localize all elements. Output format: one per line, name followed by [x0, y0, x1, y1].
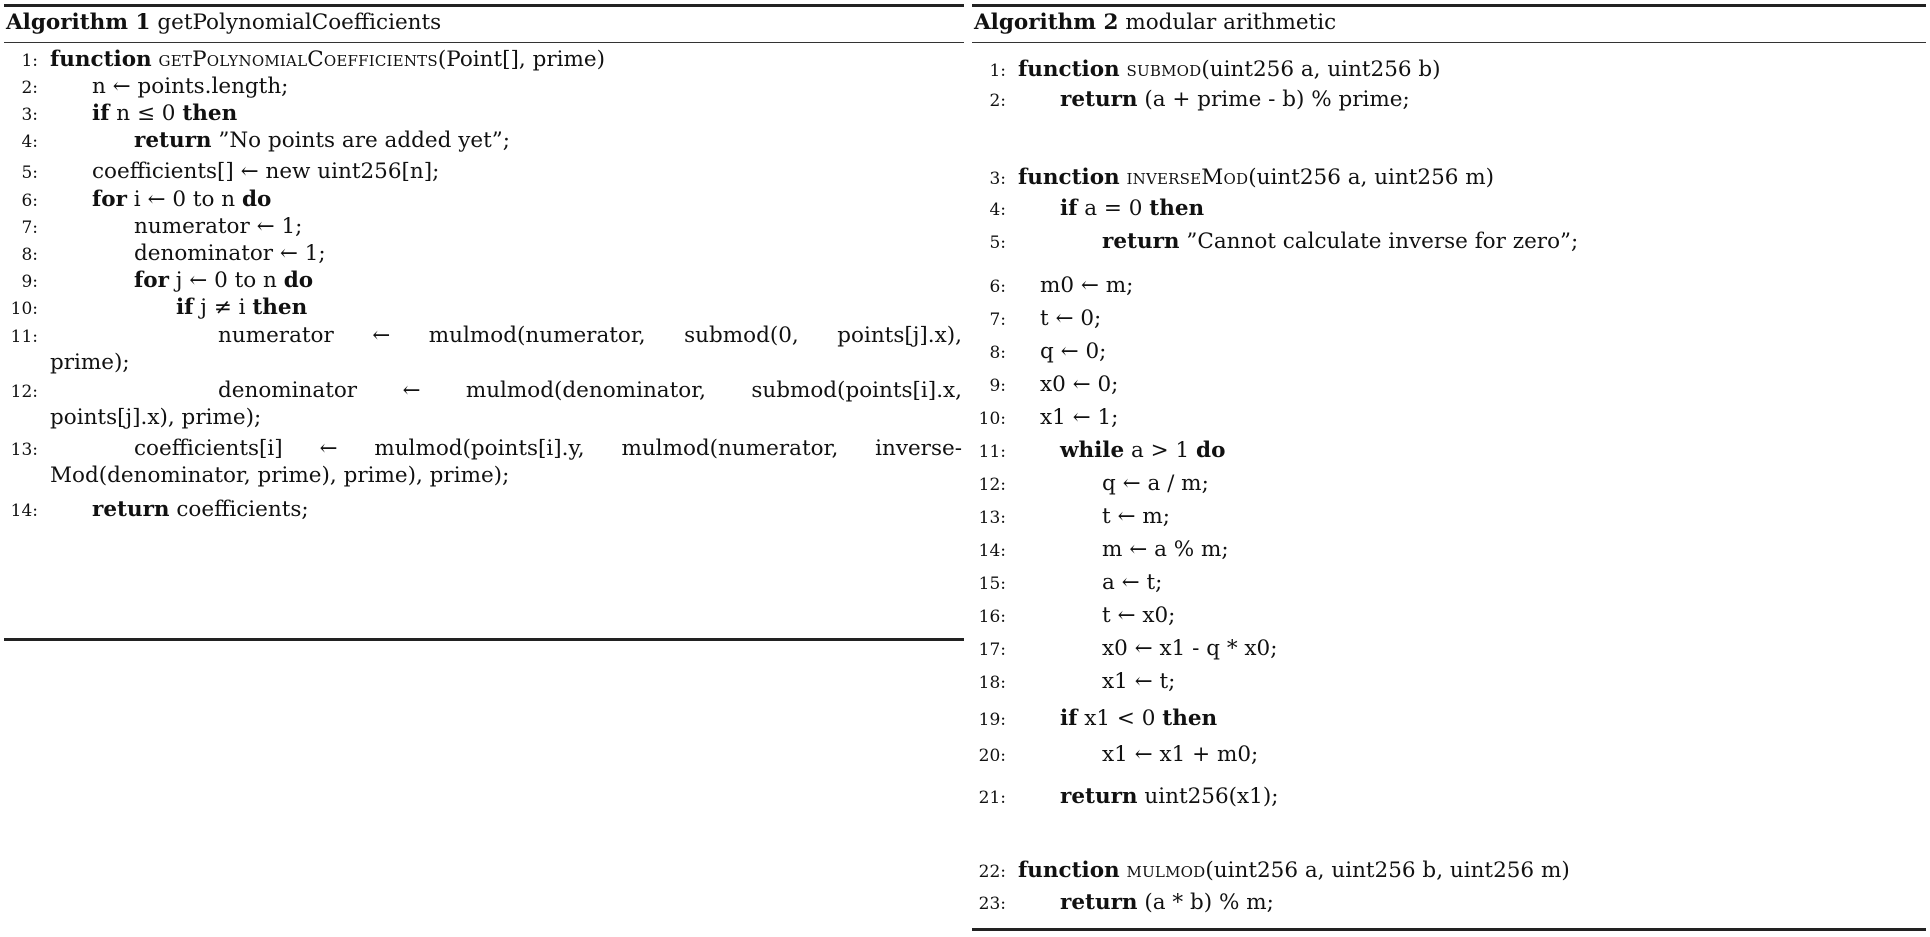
code-word: submod(0, [684, 323, 799, 348]
line-number: 9: [21, 272, 38, 292]
code-line-9 [972, 372, 1926, 400]
code-line-10 [972, 405, 1926, 433]
code-text: j ≠ i [200, 295, 246, 320]
code-text: x1 ← t; [1102, 669, 1176, 694]
keyword: return [1060, 784, 1138, 809]
code-text: a = 0 [1084, 196, 1143, 221]
code-text: Mod(denominator, prime), prime), prime); [50, 463, 510, 488]
code-line-3 [4, 101, 964, 129]
code-text: t ← m; [1102, 504, 1170, 529]
line-number: 1: [989, 61, 1006, 81]
code-text: i ← 0 to n [133, 187, 236, 212]
code-line-14 [4, 497, 964, 525]
line-number: 9: [989, 376, 1006, 396]
code-word: ← [319, 436, 338, 461]
code-text: a ← t; [1102, 570, 1163, 595]
keyword: while [1060, 438, 1125, 463]
keyword: then [182, 101, 238, 126]
code-text: prime); [50, 350, 130, 375]
keyword: if [92, 101, 110, 126]
code-word: mulmod(numerator, [621, 436, 839, 461]
line-number: 8: [989, 343, 1006, 363]
code-line-4 [4, 128, 964, 156]
line-number: 16: [978, 607, 1006, 627]
code-line-12-continued [4, 405, 964, 433]
keyword: if [176, 295, 194, 320]
code-word: coefficients[i] [134, 436, 283, 461]
code-text: (uint256 a, uint256 b) [1201, 57, 1441, 82]
code-word: denominator [218, 378, 358, 403]
code-line-11-continued [4, 350, 964, 378]
keyword: for [92, 187, 127, 212]
line-number: 2: [21, 78, 38, 98]
keyword: for [134, 268, 169, 293]
code-word: mulmod(numerator, [428, 323, 646, 348]
code-line-4 [972, 196, 1926, 224]
line-number: 6: [21, 191, 38, 211]
keyword: return [1060, 87, 1138, 112]
code-line-17 [972, 636, 1926, 664]
code-line-23 [972, 890, 1926, 918]
keyword: then [1162, 706, 1218, 731]
bottom-rule [4, 638, 964, 641]
code-line-8 [4, 241, 964, 269]
function-name: inverseMod [1126, 165, 1249, 190]
code-line-12 [4, 378, 964, 406]
code-text: coefficients[] ← new uint256[n]; [92, 159, 440, 184]
code-line-14 [972, 537, 1926, 565]
line-number: 5: [21, 163, 38, 183]
keyword: function [1018, 858, 1120, 883]
code-line-13 [4, 436, 964, 464]
line-number: 3: [21, 105, 38, 125]
function-name: getPolynomialCoefficients [158, 47, 438, 72]
caption-rule [4, 42, 964, 43]
line-number: 3: [989, 169, 1006, 189]
top-rule [4, 4, 964, 7]
line-number: 13: [10, 440, 38, 460]
caption-label: Algorithm 2 [974, 10, 1119, 35]
code-line-11 [4, 323, 964, 351]
code-line-1 [972, 57, 1926, 85]
bottom-rule [972, 928, 1926, 931]
keyword: do [283, 268, 314, 293]
code-word: ← [372, 323, 391, 348]
code-word: numerator [218, 323, 334, 348]
code-text: numerator ← 1; [134, 214, 303, 239]
line-number: 10: [978, 409, 1006, 429]
keyword: function [50, 47, 152, 72]
keyword: then [1149, 196, 1205, 221]
keyword: return [92, 497, 170, 522]
code-text: n ≤ 0 [116, 101, 176, 126]
code-line-10 [4, 295, 964, 323]
code-text: t ← 0; [1040, 306, 1102, 331]
code-text: (uint256 a, uint256 b, uint256 m) [1205, 858, 1570, 883]
code-line-7 [4, 214, 964, 242]
code-line-2 [4, 74, 964, 102]
caption-title: getPolynomialCoefficients [157, 10, 442, 35]
algorithm-caption [974, 10, 1336, 35]
code-line-22 [972, 858, 1926, 886]
code-text: ”Cannot calculate inverse for zero”; [1186, 229, 1579, 254]
caption-label: Algorithm 1 [6, 10, 151, 35]
code-line-13 [972, 504, 1926, 532]
keyword: do [241, 187, 272, 212]
line-number: 6: [989, 277, 1006, 297]
keyword: function [1018, 57, 1120, 82]
code-text: (uint256 a, uint256 m) [1248, 165, 1495, 190]
line-number: 8: [21, 245, 38, 265]
code-text: (a * b) % m; [1144, 890, 1274, 915]
code-line-5 [972, 229, 1926, 257]
code-text: x0 ← 0; [1040, 372, 1119, 397]
keyword: if [1060, 196, 1078, 221]
caption-rule [972, 42, 1926, 43]
code-line-9 [4, 268, 964, 296]
code-text: (Point[], prime) [437, 47, 605, 72]
code-word: submod(points[i].x, [751, 378, 962, 403]
keyword: function [1018, 165, 1120, 190]
top-rule [972, 4, 1926, 7]
code-word: inverse- [875, 436, 962, 461]
line-number: 4: [989, 200, 1006, 220]
code-text: x1 < 0 [1084, 706, 1156, 731]
keyword: return [1060, 890, 1138, 915]
line-number: 7: [21, 218, 38, 238]
code-text: x0 ← x1 - q * x0; [1102, 636, 1278, 661]
code-line-16 [972, 603, 1926, 631]
code-line-6 [4, 187, 964, 215]
line-number: 22: [978, 862, 1006, 882]
line-number: 4: [21, 132, 38, 152]
code-text: (a + prime - b) % prime; [1144, 87, 1410, 112]
code-line-19 [972, 706, 1926, 734]
code-line-5 [4, 159, 964, 187]
code-text: t ← x0; [1102, 603, 1176, 628]
line-number: 11: [978, 442, 1006, 462]
line-number: 12: [10, 382, 38, 402]
line-number: 20: [978, 746, 1006, 766]
code-line-1 [4, 47, 964, 75]
line-number: 1: [21, 51, 38, 71]
line-number: 18: [978, 673, 1006, 693]
code-word: ← [402, 378, 421, 403]
code-line-13-continued [4, 463, 964, 491]
code-line-3 [972, 165, 1926, 193]
line-number: 19: [978, 710, 1006, 730]
code-text: a > 1 [1131, 438, 1190, 463]
code-text: ”No points are added yet”; [218, 128, 510, 153]
code-text: j ← 0 to n [175, 268, 277, 293]
code-line-21 [972, 784, 1926, 812]
function-name: mulmod [1126, 858, 1206, 883]
keyword: do [1196, 438, 1226, 463]
code-text: uint256(x1); [1144, 784, 1279, 809]
code-text: q ← 0; [1040, 339, 1107, 364]
code-word: mulmod(points[i].y, [374, 436, 585, 461]
code-line-2 [972, 87, 1926, 115]
line-number: 15: [978, 574, 1006, 594]
code-line-11 [972, 438, 1926, 466]
code-text: denominator ← 1; [134, 241, 326, 266]
line-number: 11: [10, 327, 38, 347]
algorithm-caption [6, 10, 441, 35]
line-number: 12: [978, 475, 1006, 495]
code-word: mulmod(denominator, [465, 378, 706, 403]
code-text: points[j].x), prime); [50, 405, 262, 430]
code-line-12 [972, 471, 1926, 499]
code-line-20 [972, 742, 1926, 770]
keyword: if [1060, 706, 1078, 731]
line-number: 2: [989, 91, 1006, 111]
function-name: submod [1126, 57, 1202, 82]
caption-title: modular arithmetic [1125, 10, 1337, 35]
code-text: m0 ← m; [1040, 273, 1134, 298]
code-line-8 [972, 339, 1926, 367]
code-line-7 [972, 306, 1926, 334]
code-text: n ← points.length; [92, 74, 289, 99]
code-word: points[j].x), [837, 323, 962, 348]
keyword: then [252, 295, 308, 320]
line-number: 13: [978, 508, 1006, 528]
code-text: x1 ← 1; [1040, 405, 1119, 430]
code-line-18 [972, 669, 1926, 697]
code-line-15 [972, 570, 1926, 598]
keyword: return [1102, 229, 1180, 254]
line-number: 10: [10, 299, 38, 319]
line-number: 17: [978, 640, 1006, 660]
line-number: 7: [989, 310, 1006, 330]
code-text: m ← a % m; [1102, 537, 1229, 562]
keyword: return [134, 128, 212, 153]
code-text: coefficients; [176, 497, 309, 522]
code-text: q ← a / m; [1102, 471, 1209, 496]
line-number: 14: [10, 501, 38, 521]
line-number: 5: [989, 233, 1006, 253]
line-number: 23: [978, 894, 1006, 914]
line-number: 21: [978, 788, 1006, 808]
line-number: 14: [978, 541, 1006, 561]
code-text: x1 ← x1 + m0; [1102, 742, 1259, 767]
code-line-6 [972, 273, 1926, 301]
